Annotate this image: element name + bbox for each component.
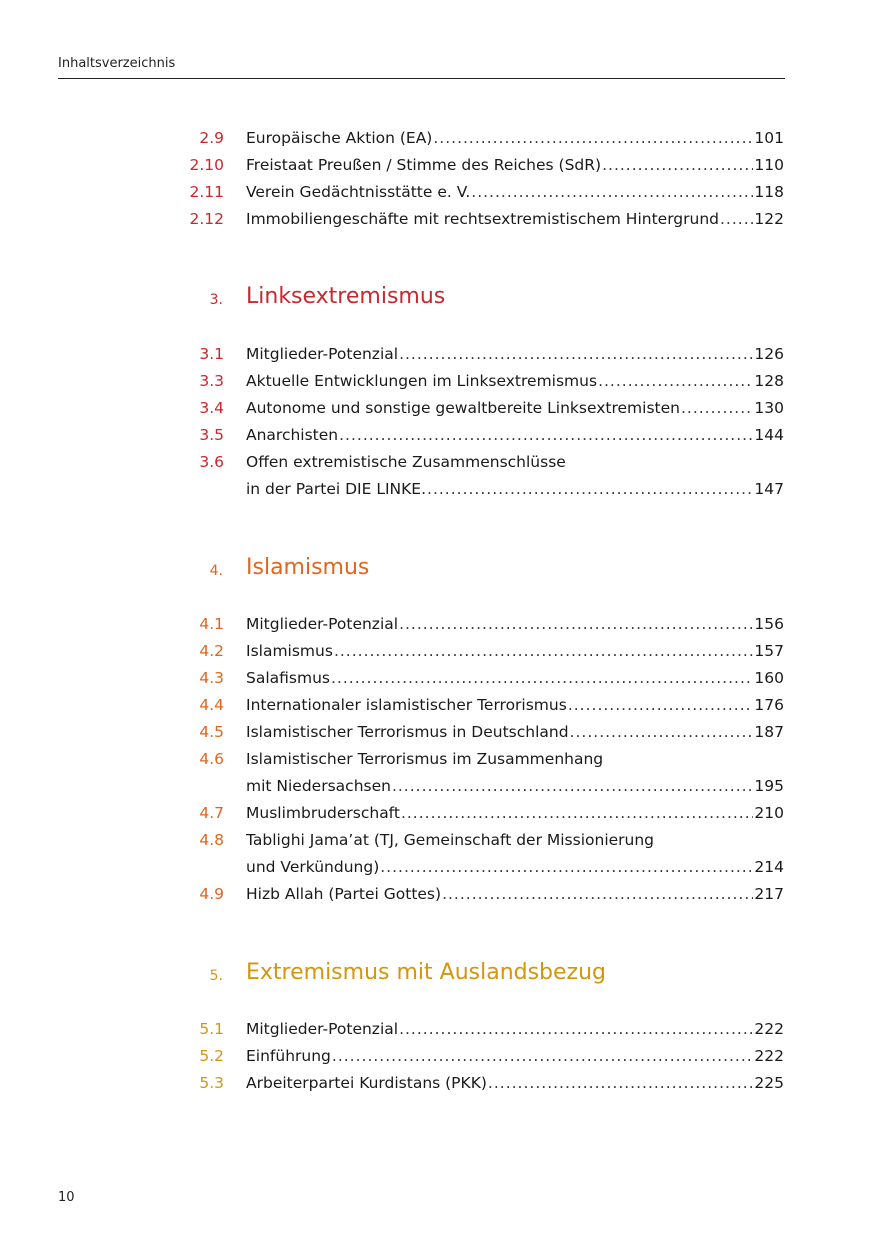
- toc-entry-page: 187: [754, 723, 784, 741]
- toc-entry-page: 225: [754, 1074, 784, 1092]
- toc-entry-number: 2.12: [189, 210, 224, 228]
- toc-entry-title: Islamismus: [246, 642, 333, 660]
- toc-entry-page: 217: [754, 885, 784, 903]
- dot-leader: [401, 804, 753, 822]
- toc-entry-title: Mitglieder-Potenzial: [246, 1020, 399, 1038]
- toc-entry-page: 156: [754, 615, 784, 633]
- toc-entry-title: Offen extremistische Zusammenschlüsse: [246, 453, 566, 471]
- dot-leader: [442, 885, 753, 903]
- toc-entry-number: 5.1: [199, 1020, 224, 1038]
- toc-entry[interactable]: [0, 829, 875, 856]
- toc-entry[interactable]: [0, 640, 875, 667]
- toc-entry[interactable]: [0, 397, 875, 424]
- toc-section-3: [0, 284, 875, 505]
- toc-entry-page: 122: [754, 210, 784, 228]
- toc-entry[interactable]: [0, 127, 875, 154]
- toc-entry-title: Islamistischer Terrorismus in Deutschland: [246, 723, 569, 741]
- dot-leader: [334, 642, 753, 660]
- toc-entry[interactable]: [0, 154, 875, 181]
- toc-entry[interactable]: [0, 748, 875, 775]
- toc-entry-page: 157: [754, 642, 784, 660]
- toc-entry-number: 4.6: [199, 750, 224, 768]
- toc-entry-title-cont: mit Niedersachsen: [246, 777, 391, 795]
- toc-entry[interactable]: [0, 181, 875, 208]
- toc-entry-page: 118: [754, 183, 784, 201]
- toc-entry-number: 4.1: [199, 615, 224, 633]
- toc-entry-title: Aktuelle Entwicklungen im Linksextremismus: [246, 372, 598, 390]
- dot-leader: [399, 345, 753, 363]
- toc-entry-page: 101: [754, 129, 784, 147]
- dot-leader: [331, 669, 753, 687]
- header-divider: [58, 78, 785, 79]
- toc-entry[interactable]: [0, 1072, 875, 1099]
- toc-entry-number: 4.4: [199, 696, 224, 714]
- dot-leader: [399, 615, 753, 633]
- toc-section-5: [0, 960, 875, 1099]
- toc-entry[interactable]: [0, 694, 875, 721]
- dot-leader: [602, 156, 753, 174]
- toc-entry-title: Freistaat Preußen / Stimme des Reiches (SdR): [246, 156, 602, 174]
- dot-leader: [570, 723, 754, 741]
- dot-leader: [681, 399, 753, 417]
- toc-entry-number: 4.3: [199, 669, 224, 687]
- toc-entry-page: 210: [754, 804, 784, 822]
- toc-entry[interactable]: [0, 343, 875, 370]
- running-head: Inhaltsverzeichnis: [58, 56, 176, 71]
- dot-leader: [380, 858, 753, 876]
- dot-leader: [392, 777, 753, 795]
- dot-leader: [488, 1074, 753, 1092]
- toc-entry-continuation[interactable]: [0, 856, 875, 883]
- toc-entry-title: Mitglieder-Potenzial: [246, 615, 399, 633]
- toc-entry-number: 3.5: [199, 426, 224, 444]
- section-title: Extremismus mit Auslandsbezug: [246, 960, 607, 985]
- toc-entry-page: 160: [754, 669, 784, 687]
- toc-entry-number: 4.8: [199, 831, 224, 849]
- dot-leader: [332, 1047, 754, 1065]
- toc-entry-title: Europäische Aktion (EA): [246, 129, 433, 147]
- toc-entry-page: 214: [754, 858, 784, 876]
- toc-entry-title: Arbeiterpartei Kurdistans (PKK): [246, 1074, 487, 1092]
- dot-leader: [598, 372, 753, 390]
- section-heading[interactable]: [0, 555, 875, 585]
- toc-section-2: [0, 127, 875, 235]
- toc-entry-title-cont: und Verkündung): [246, 858, 380, 876]
- toc-entry-number: 2.9: [199, 129, 224, 147]
- toc-entry-number: 2.11: [189, 183, 224, 201]
- toc-entry[interactable]: [0, 208, 875, 235]
- toc-entry-number: 3.1: [199, 345, 224, 363]
- toc-entry-title-cont: in der Partei DIE LINKE.: [246, 480, 427, 498]
- toc-entry-continuation[interactable]: [0, 478, 875, 505]
- toc-entry-page: 147: [754, 480, 784, 498]
- toc-entry-page: 195: [754, 777, 784, 795]
- section-heading[interactable]: [0, 960, 875, 990]
- toc-entry-page: 176: [754, 696, 784, 714]
- toc-entry-continuation[interactable]: [0, 775, 875, 802]
- toc-entry-number: 4.9: [199, 885, 224, 903]
- toc-entry[interactable]: [0, 424, 875, 451]
- toc-entry[interactable]: [0, 1045, 875, 1072]
- toc-entry-page: 144: [754, 426, 784, 444]
- toc-entry-title: Anarchisten: [246, 426, 339, 444]
- dot-leader: [568, 696, 754, 714]
- toc-entry-title: Internationaler islamistischer Terrorismus: [246, 696, 567, 714]
- dot-leader: [720, 210, 753, 228]
- page-number: 10: [58, 1190, 75, 1205]
- toc-entry[interactable]: [0, 370, 875, 397]
- section-heading[interactable]: [0, 284, 875, 314]
- dot-leader: [471, 183, 753, 201]
- toc-entry-title: Einführung: [246, 1047, 331, 1065]
- toc-entry-page: 110: [754, 156, 784, 174]
- toc-entry-number: 3.4: [199, 399, 224, 417]
- section-title: Islamismus: [246, 555, 370, 580]
- toc-entry-page: 222: [754, 1020, 784, 1038]
- toc-entry[interactable]: [0, 883, 875, 910]
- toc-entry[interactable]: [0, 721, 875, 748]
- dot-leader: [399, 1020, 753, 1038]
- toc-entry-page: 128: [754, 372, 784, 390]
- toc-entry-number: 4.5: [199, 723, 224, 741]
- toc-entry-number: 3.6: [199, 453, 224, 471]
- toc-entry-title: Hizb Allah (Partei Gottes): [246, 885, 442, 903]
- toc-entry-number: 5.2: [199, 1047, 224, 1065]
- toc-entry[interactable]: [0, 451, 875, 478]
- toc-entry-number: 3.3: [199, 372, 224, 390]
- toc-entry-number: 4.2: [199, 642, 224, 660]
- toc-entry-title: Immobiliengeschäfte mit rechtsextremistischem Hintergrund: [246, 210, 719, 228]
- section-number: 4.: [209, 563, 223, 579]
- toc-entry-title: Mitglieder-Potenzial: [246, 345, 399, 363]
- section-title: Linksextremismus: [246, 284, 446, 309]
- toc-entry-title: Muslimbruderschaft: [246, 804, 400, 822]
- toc-entry[interactable]: [0, 613, 875, 640]
- toc-entry-title: Islamistischer Terrorismus im Zusammenhang: [246, 750, 604, 768]
- section-number: 3.: [209, 292, 223, 308]
- toc-entry-page: 130: [754, 399, 784, 417]
- dot-leader: [433, 129, 753, 147]
- toc-entry-number: 2.10: [189, 156, 224, 174]
- toc-entry-page: 222: [754, 1047, 784, 1065]
- toc-entry[interactable]: [0, 667, 875, 694]
- toc-entry-title: Tablighi Jama’at (TJ, Gemeinschaft der Missionierung: [246, 831, 655, 849]
- toc-entry-number: 4.7: [199, 804, 224, 822]
- toc-entry-number: 5.3: [199, 1074, 224, 1092]
- dot-leader: [427, 480, 753, 498]
- toc-entry[interactable]: [0, 802, 875, 829]
- toc-section-4: [0, 555, 875, 910]
- toc-entry-title: Verein Gedächtnisstätte e. V.: [246, 183, 471, 201]
- dot-leader: [339, 426, 753, 444]
- section-number: 5.: [209, 968, 223, 984]
- toc-entry[interactable]: [0, 1018, 875, 1045]
- toc-entry-title: Autonome und sonstige gewaltbereite Linksextremisten: [246, 399, 680, 417]
- toc-entry-page: 126: [754, 345, 784, 363]
- toc-entry-title: Salafismus: [246, 669, 330, 687]
